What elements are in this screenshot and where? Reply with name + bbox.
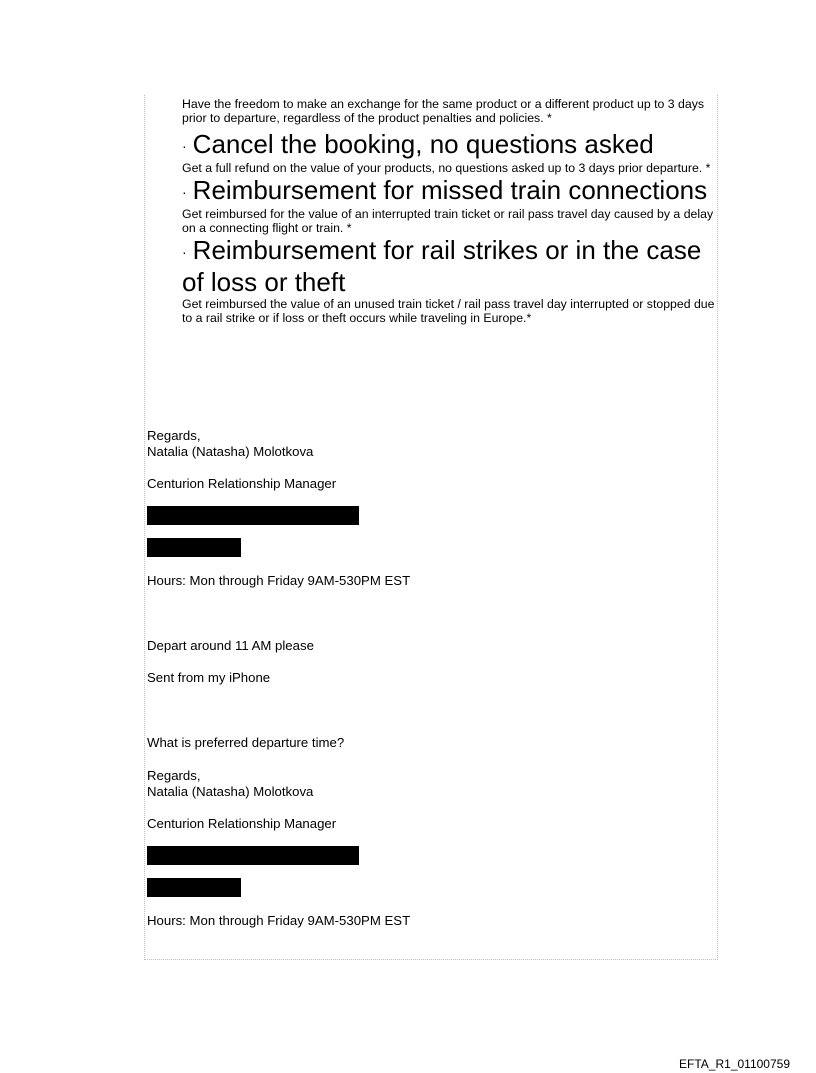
signature-name: Natalia (Natasha) Molotkova [147, 444, 314, 459]
rail-strikes-heading [182, 235, 722, 297]
sent-from-line: Sent from my iPhone [147, 670, 271, 685]
signature-hours: Hours: Mon through Friday 9AM-530PM EST [147, 573, 411, 588]
missed-connections-title: Reimbursement for missed train connections [192, 175, 708, 206]
missed-connections-heading [182, 175, 722, 207]
redaction-bar [147, 538, 241, 557]
signature-hours: Hours: Mon through Friday 9AM-530PM EST [147, 913, 411, 928]
redaction-bar [147, 506, 359, 525]
product-features [182, 97, 722, 325]
missed-connections-description: Get reimbursed for the value of an interrupted train ticket or rail pass travel day caused by a delay on a connecting flight or train. * [182, 207, 714, 236]
cancel-booking-description: Get a full refund on the value of your products, no questions asked up to 3 days prior departure. * [182, 161, 711, 176]
cancel-booking-title: Cancel the booking, no questions asked [192, 129, 654, 159]
signature-name: Natalia (Natasha) Molotkova [147, 784, 314, 799]
redaction-bar [147, 846, 359, 865]
signature-regards: Regards, [147, 428, 201, 443]
bullet-icon: · [182, 184, 187, 201]
cancel-booking-heading [182, 129, 722, 161]
rail-strikes-description: Get reimbursed the value of an unused train ticket / rail pass travel day interrupted or stopped due to a rail strike or if loss or theft occurs while traveling in Europe.* [182, 297, 715, 326]
redaction-bar [147, 878, 241, 897]
document-id: EFTA_R1_01100759 [679, 1057, 790, 1071]
signature-regards: Regards, [147, 768, 201, 783]
rail-strikes-title: Reimbursement for rail strikes or in the case of loss or theft [182, 235, 702, 298]
reply-message: Depart around 11 AM please [147, 638, 314, 653]
signature-job-title: Centurion Relationship Manager [147, 476, 337, 491]
question-message: What is preferred departure time? [147, 735, 345, 750]
bullet-icon: · [182, 138, 187, 155]
bullet-icon: · [182, 244, 187, 261]
signature-job-title: Centurion Relationship Manager [147, 816, 337, 831]
exchange-description: Have the freedom to make an exchange for the same product or a different product up to 3 days prior to departure, regardless of the product penalties and policies. * [182, 97, 705, 125]
